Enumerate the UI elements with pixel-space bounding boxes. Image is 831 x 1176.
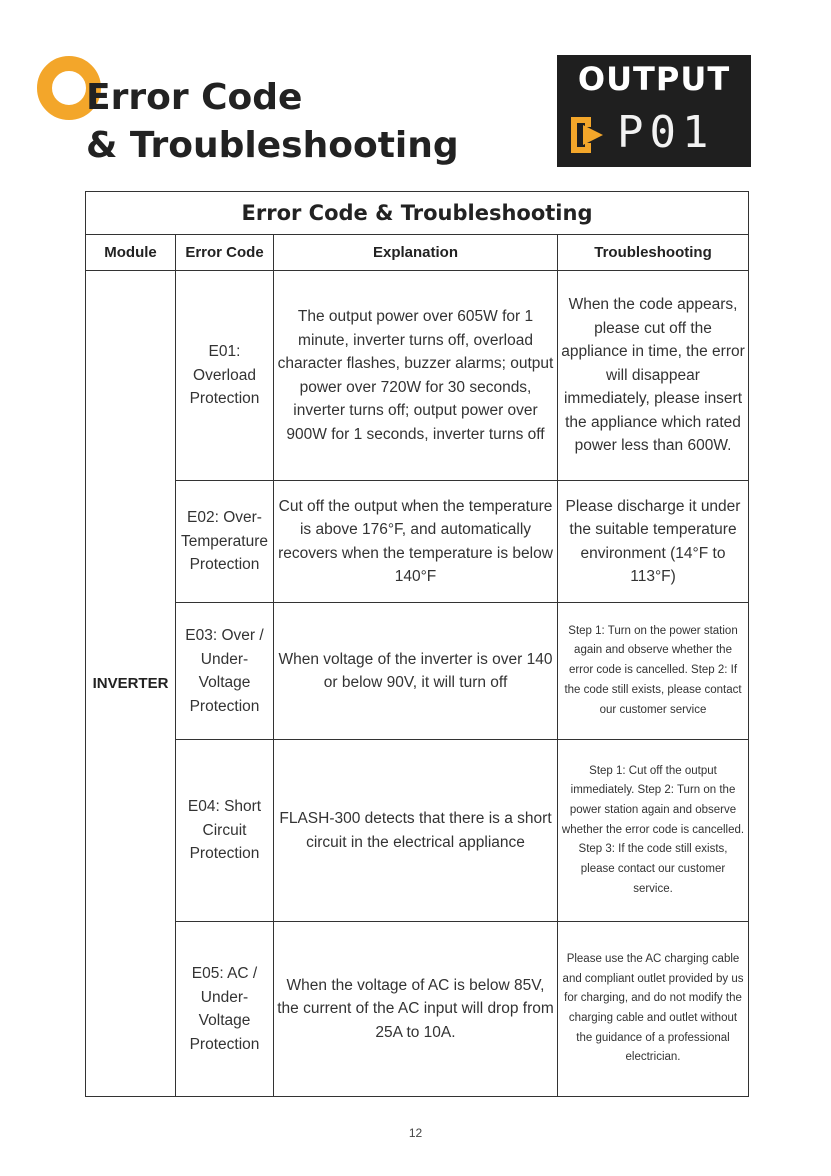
error-code-cell: E02: Over-Temperature Protection <box>176 481 274 603</box>
table-row <box>86 271 749 481</box>
error-code-cell: E03: Over / Under-Voltage Protection <box>176 603 274 740</box>
display-code: P01 <box>617 107 715 158</box>
page-number: 12 <box>408 1126 423 1140</box>
output-display-image <box>557 55 751 167</box>
error-code-cell: E05: AC / Under-Voltage Protection <box>176 922 274 1097</box>
explanation-cell: Cut off the output when the temperature is above 176°F, and automatically recovers when the temperature is below 140°F <box>274 481 558 603</box>
header-error-code: Error Code <box>176 235 274 271</box>
explanation-cell: When voltage of the inverter is over 140 or below 90V, it will turn off <box>274 603 558 740</box>
error-code-cell: E01: Overload Protection <box>176 271 274 481</box>
explanation-cell: The output power over 605W for 1 minute, inverter turns off, overload character flashes, buzzer alarms; output power over 720W for 30 seconds, inverter turns off; output power over 900W for 1 seconds, inverter turns off <box>274 271 558 481</box>
output-port-icon <box>567 113 607 157</box>
table-title: Error Code & Troubleshooting <box>86 192 749 235</box>
header-module: Module <box>86 235 176 271</box>
error-code-table <box>85 191 749 1097</box>
troubleshooting-cell: Step 1: Turn on the power station again and observe whether the error code is cancelled. Step 2: If the code still exists, please contact our customer service <box>558 603 749 740</box>
error-code-cell: E04: Short Circuit Protection <box>176 740 274 922</box>
table-row <box>86 740 749 922</box>
table-row <box>86 481 749 603</box>
explanation-cell: FLASH-300 detects that there is a short circuit in the electrical appliance <box>274 740 558 922</box>
troubleshooting-cell: When the code appears, please cut off the appliance in time, the error will disappear immediately, please insert the appliance which rated power less than 600W. <box>558 271 749 481</box>
table-row <box>86 603 749 740</box>
troubleshooting-cell: Step 1: Cut off the output immediately. Step 2: Turn on the power station again and observe whether the error code is cancelled. Step 3: If the code still exists, please contact our customer service. <box>558 740 749 922</box>
header-troubleshooting: Troubleshooting <box>558 235 749 271</box>
troubleshooting-cell: Please discharge it under the suitable temperature environment (14°F to 113°F) <box>558 481 749 603</box>
explanation-cell: When the voltage of AC is below 85V, the current of the AC input will drop from 25A to 10A. <box>274 922 558 1097</box>
module-cell: INVERTER <box>86 271 176 1097</box>
header-explanation: Explanation <box>274 235 558 271</box>
table-row <box>86 922 749 1097</box>
page-title-line1: Error Code <box>86 77 303 118</box>
page-title <box>86 74 459 170</box>
page-title-line2: & Troubleshooting <box>86 125 459 166</box>
troubleshooting-cell: Please use the AC charging cable and compliant outlet provided by us for charging, and do not modify the charging cable and outlet without the guidance of a professional electrician. <box>558 922 749 1097</box>
display-label: OUTPUT <box>577 60 731 98</box>
